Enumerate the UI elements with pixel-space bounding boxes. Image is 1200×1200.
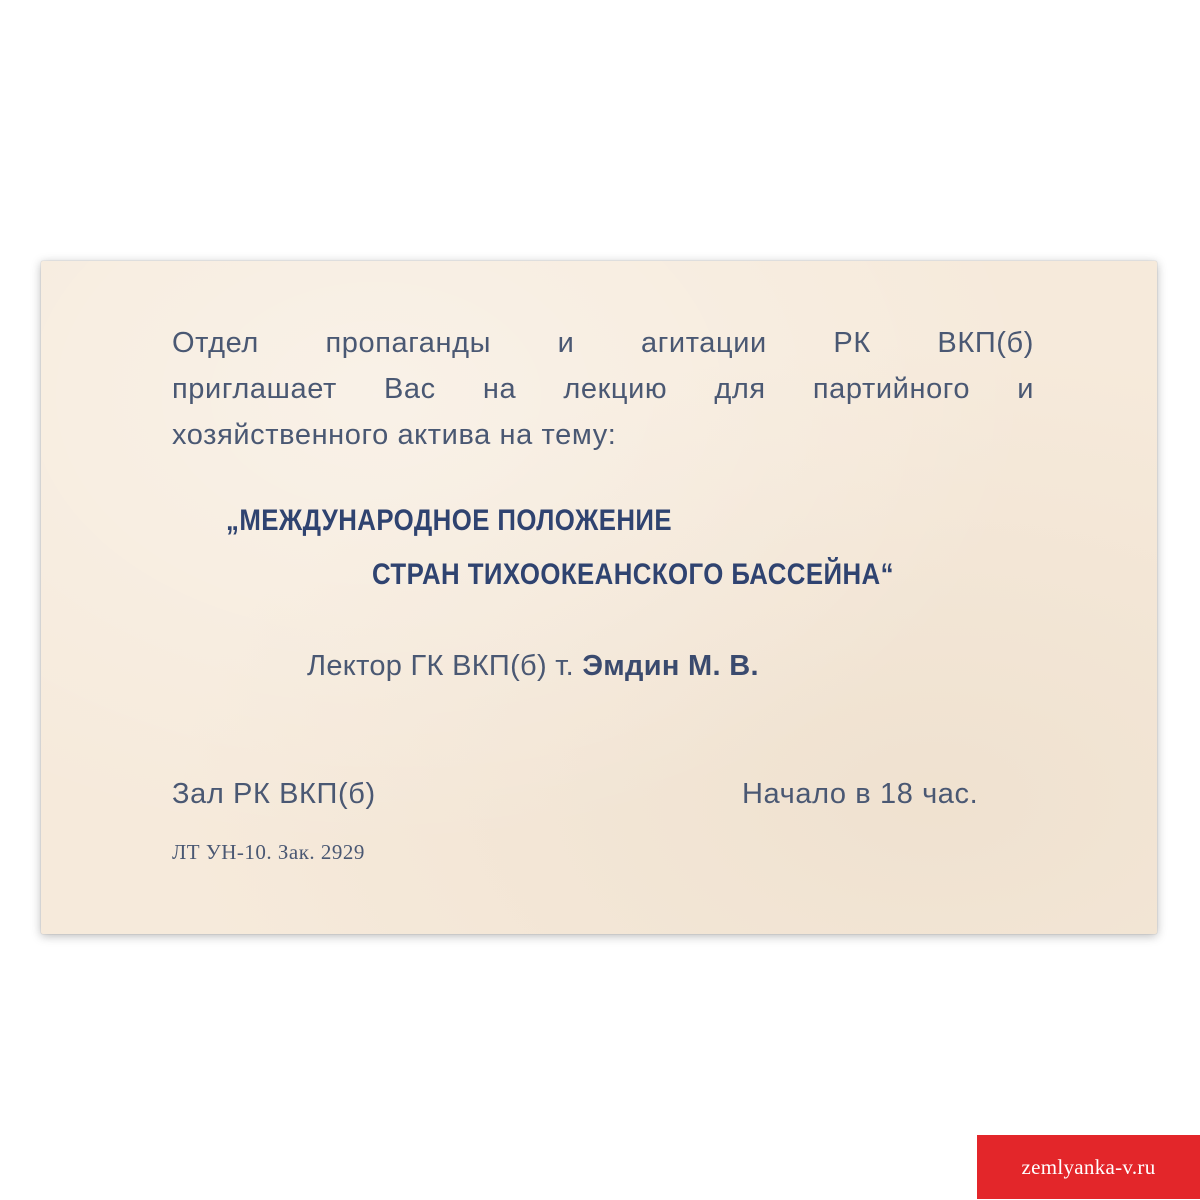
lecture-title-line-2: СТРАН ТИХООКЕАНСКОГО БАССЕЙНА“ xyxy=(372,558,894,591)
watermark-badge: zemlyanka-v.ru xyxy=(977,1135,1200,1199)
invitation-intro xyxy=(172,320,1034,458)
lecture-title-line-1: „МЕЖДУНАРОДНОЕ ПОЛОЖЕНИЕ xyxy=(226,504,673,537)
intro-line-1: Отдел пропаганды и агитации РК ВКП(б) xyxy=(172,327,1034,359)
lecturer-prefix: Лектор ГК ВКП(б) т. xyxy=(307,650,574,682)
venue-text: Зал РК ВКП(б) xyxy=(172,778,376,810)
intro-line-2: приглашает Вас на лекцию для партийного и xyxy=(172,373,1034,405)
start-time-text: Начало в 18 час. xyxy=(742,778,979,810)
intro-line-3: хозяйственного актива на тему: xyxy=(172,419,617,451)
printer-mark: ЛТ УН-10. Зак. 2929 xyxy=(172,840,365,864)
lecturer-name: Эмдин М. В. xyxy=(582,650,759,682)
lecturer-line xyxy=(307,650,759,683)
